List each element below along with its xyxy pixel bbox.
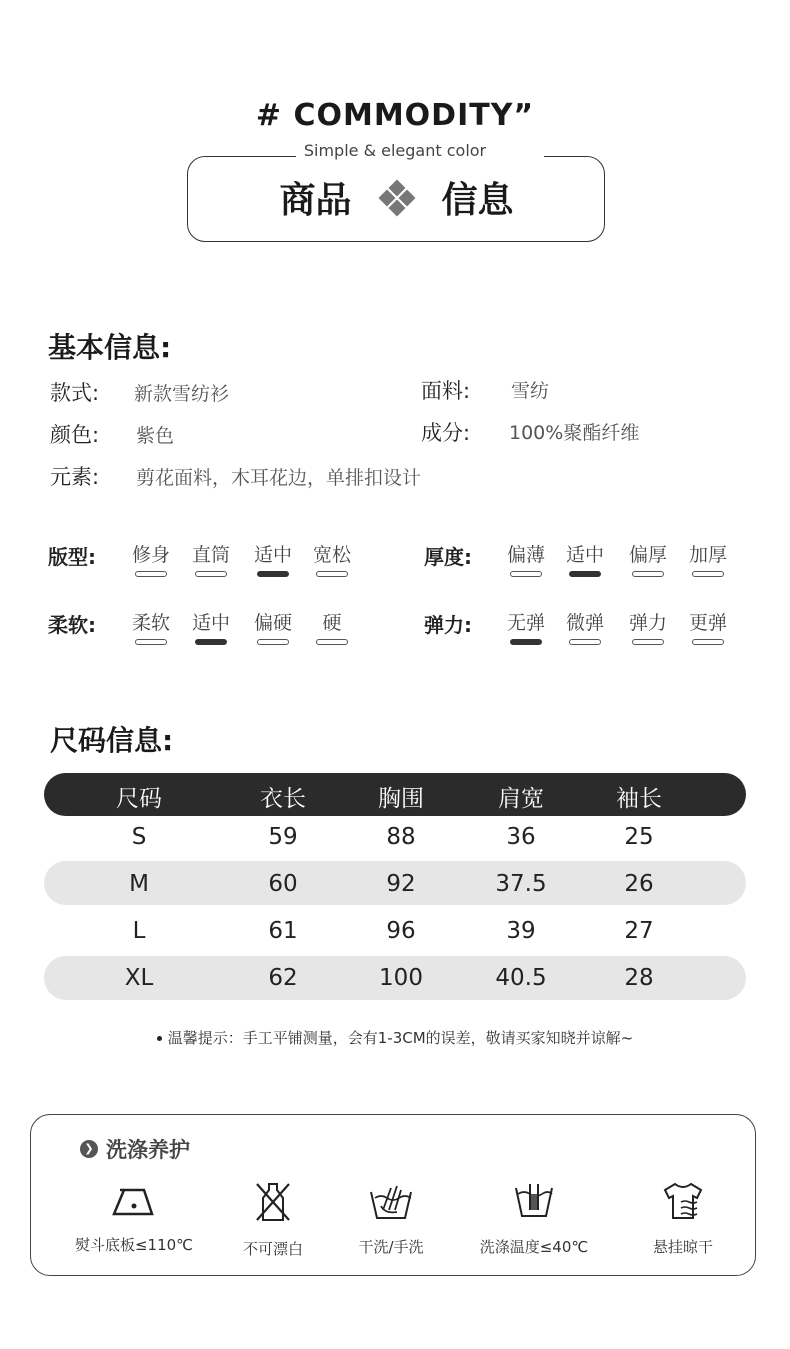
style-label: 款式: — [50, 381, 100, 405]
thickness-option-indicator — [569, 571, 601, 577]
care-item-wash-temp — [459, 1180, 609, 1257]
elasticity-option: 微弹 — [565, 612, 604, 634]
thickness-option: 偏薄 — [506, 544, 545, 566]
size-table-cell: L — [132, 918, 146, 944]
size-table-cell: XL — [124, 965, 154, 991]
diamond-icon — [380, 181, 414, 215]
elasticity-option-indicator — [692, 639, 724, 645]
header-title: # COMMODITY” — [255, 98, 535, 133]
size-table-cell: 92 — [386, 871, 416, 897]
fit-option: 直筒 — [191, 544, 230, 566]
thickness-option: 加厚 — [688, 544, 727, 566]
care-item-iron — [59, 1180, 209, 1255]
care-label: 洗涤温度≤40℃ — [479, 1238, 589, 1256]
care-label: 不可漂白 — [242, 1240, 303, 1258]
thickness-option-indicator — [632, 571, 664, 577]
softness-option: 偏硬 — [253, 612, 292, 634]
basic-info-title: 基本信息: — [48, 331, 172, 364]
color-label: 颜色: — [50, 423, 100, 447]
elasticity-option-indicator — [510, 639, 542, 645]
thickness-option-indicator — [692, 571, 724, 577]
size-table-cell: 37.5 — [495, 871, 547, 897]
size-table-cell: 26 — [624, 871, 654, 897]
fit-option: 修身 — [131, 544, 170, 566]
elasticity-option: 弹力 — [628, 612, 667, 634]
size-table-cell: 62 — [268, 965, 298, 991]
composition-label: 成分: — [421, 421, 471, 445]
softness-option-indicator — [257, 639, 289, 645]
arrow-right-icon: ❯ — [80, 1140, 98, 1158]
header-main-right: 信息 — [441, 180, 514, 221]
size-table-cell: 39 — [506, 918, 536, 944]
elasticity-option: 无弹 — [506, 612, 545, 634]
care-label: 熨斗底板≤110℃ — [74, 1236, 194, 1254]
size-table-header-cell: 胸围 — [378, 786, 424, 812]
thickness-label: 厚度: — [424, 545, 472, 569]
fit-option-indicator — [316, 571, 348, 577]
fit-option-indicator — [195, 571, 227, 577]
size-table-header-cell: 肩宽 — [498, 786, 544, 812]
care-item-hand-wash — [316, 1180, 466, 1257]
care-title — [80, 1134, 190, 1164]
style-value: 新款雪纺衫 — [134, 383, 230, 405]
size-table-cell: 25 — [624, 824, 654, 850]
thickness-option: 适中 — [565, 544, 604, 566]
elasticity-option-indicator — [632, 639, 664, 645]
no-bleach-icon — [253, 1180, 293, 1224]
size-table-header-cell: 袖长 — [616, 786, 662, 812]
header-subtitle: Simple & elegant color — [303, 141, 487, 160]
softness-option: 柔软 — [131, 612, 170, 634]
fabric-value: 雪纺 — [511, 380, 550, 402]
care-label: 干洗/手洗 — [358, 1238, 424, 1256]
size-table-cell: M — [129, 871, 149, 897]
size-table-cell: 88 — [386, 824, 416, 850]
measure-note-text: 温馨提示：手工平铺测量，会有1-3CM的误差，敬请买家知晓并谅解~ — [167, 1029, 634, 1047]
wash-temp-icon — [512, 1180, 556, 1222]
softness-option: 适中 — [191, 612, 230, 634]
size-table-cell: 61 — [268, 918, 298, 944]
fabric-label: 面料: — [421, 379, 471, 403]
hand-wash-icon — [367, 1180, 415, 1222]
size-table-cell: 59 — [268, 824, 298, 850]
fit-option-indicator — [257, 571, 289, 577]
fit-option-indicator — [135, 571, 167, 577]
fit-option: 宽松 — [312, 544, 351, 566]
size-table-header-cell: 衣长 — [260, 786, 306, 812]
size-table-header-cell: 尺码 — [116, 786, 162, 812]
header-main-left: 商品 — [279, 180, 352, 221]
size-table-cell: 27 — [624, 918, 654, 944]
fit-label: 版型: — [48, 545, 96, 569]
thickness-option-indicator — [510, 571, 542, 577]
care-label: 悬挂晾干 — [652, 1238, 713, 1256]
bullet-icon — [157, 1036, 162, 1041]
size-table-cell: 36 — [506, 824, 536, 850]
size-table-cell: 96 — [386, 918, 416, 944]
header-main — [187, 172, 606, 223]
element-value: 剪花面料，木耳花边，单排扣设计 — [136, 467, 422, 489]
softness-option-indicator — [195, 639, 227, 645]
softness-label: 柔软: — [48, 613, 96, 637]
size-info-title: 尺码信息: — [50, 724, 174, 757]
softness-option-indicator — [135, 639, 167, 645]
composition-value: 100%聚酯纤维 — [509, 422, 640, 444]
fit-option: 适中 — [253, 544, 292, 566]
care-title-text: 洗涤养护 — [106, 1138, 190, 1162]
care-item-hang-dry — [608, 1180, 758, 1257]
softness-option: 硬 — [322, 612, 342, 634]
size-table-cell: 40.5 — [495, 965, 547, 991]
iron-icon — [110, 1180, 158, 1220]
size-table-cell: 100 — [379, 965, 423, 991]
thickness-option: 偏厚 — [628, 544, 667, 566]
element-label: 元素: — [50, 465, 100, 489]
size-table-cell: 60 — [268, 871, 298, 897]
elasticity-label: 弹力: — [424, 613, 472, 637]
measure-note — [0, 1027, 790, 1048]
color-value: 紫色 — [136, 425, 175, 447]
softness-option-indicator — [316, 639, 348, 645]
hang-dry-icon — [661, 1180, 705, 1222]
size-table-cell: S — [131, 824, 147, 850]
elasticity-option: 更弹 — [688, 612, 727, 634]
elasticity-option-indicator — [569, 639, 601, 645]
size-table-cell: 28 — [624, 965, 654, 991]
